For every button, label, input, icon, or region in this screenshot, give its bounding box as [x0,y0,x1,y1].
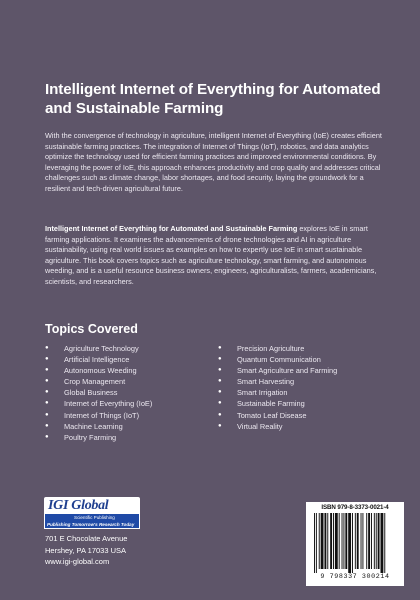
publisher-logo [44,497,140,529]
bullet-icon: ● [45,389,49,396]
description-body: explores IoE in smart farming applications. It examines the advancements of drone technologies and AI in agriculture sustainability, using real world issues as examples on how to expertly use IoE in smart sustainable agriculture. This book covers topics such as agriculture technology, smart farming, and autonomous weeding, and is a useful resource business owners, engineers, agriculturalists, farmers, academicians, scientists, and researchers. [45,224,377,286]
bullet-icon: ● [218,367,222,374]
list-item: ● Precision Agriculture [218,344,305,353]
list-item: ● Sustainable Farming [218,399,305,409]
isbn-barcode-panel [306,502,404,586]
bullet-icon: ● [218,378,222,385]
list-item: ● Global Business [45,388,118,398]
list-item: ● Agriculture Technology [45,344,139,353]
topics-list-left [45,343,152,443]
list-item: ● Internet of Things (IoT) [45,410,140,420]
bullet-icon: ● [218,422,222,429]
description-paragraph-2 [45,224,385,288]
list-item: ● Smart Agriculture and Farming [218,366,338,376]
bullet-icon: ● [45,433,49,440]
bullet-icon: ● [45,400,49,407]
publisher-website: www.igi-global.com [45,557,110,567]
bullet-icon: ● [218,400,222,407]
bullet-icon: ● [45,367,49,374]
description-paragraph-1: With the convergence of technology in agriculture, intelligent Internet of Everything (IoE) creates efficient sustainable farming practices. The integration of Internet of Things (IoT), robotics, and data analytics optimize the technology used for efficient farming practices and improved environmental conditions. By leveraging the power of IoE, this approach enhances productivity and crop quality and addresses critical challenges such as climate change, labor shortages, and food security, laying the groundwork for a resilient and tech-driven agricultural future. [45,131,382,193]
list-item: ● Virtual Reality [218,421,283,431]
bullet-icon: ● [218,345,222,351]
bullet-icon: ● [218,389,222,396]
publisher-address [45,533,127,568]
book-title: Intelligent Internet of Everything for Automated and Sustainable Farming [45,81,381,117]
topics-heading: Topics Covered [45,322,138,336]
list-item: ● Artificial Intelligence [45,355,130,365]
bullet-icon: ● [218,411,222,418]
list-item: ● Crop Management [45,377,126,387]
list-item: ● Autonomous Weeding [45,366,137,376]
logo-brand-name: IGI Global [48,498,109,513]
barcode-icon [314,513,396,573]
bullet-icon: ● [45,411,49,418]
list-item: ● Quantum Communication [218,355,321,365]
list-item: ● Tomato Leaf Disease [218,410,307,420]
list-item: ● Poultry Farming [45,432,117,442]
description-book-title: Intelligent Internet of Everything for Automated and Sustainable Farming [45,224,298,233]
list-item: ● Machine Learning [45,421,123,431]
bullet-icon: ● [45,356,49,363]
topics-list-right [218,343,337,432]
address-line-2: Hershey, PA 17033 USA [45,545,127,555]
logo-subtitle: Scientific Publishing [74,514,115,520]
list-item: ● Internet of Everything (IoE) [45,399,153,409]
address-line-1: 701 E Chocolate Avenue [45,534,128,543]
bullet-icon: ● [45,422,49,429]
bullet-icon: ● [45,345,49,351]
bullet-icon: ● [45,378,49,385]
barcode-digits: 9 798337 300214 [320,573,390,581]
list-item: ● Smart Harvesting [218,377,295,387]
logo-tagline: Publishing Tomorrow's Research Today [47,521,135,527]
isbn-label: ISBN 979-8-3373-0021-4 [321,504,389,511]
bullet-icon: ● [218,356,222,363]
list-item: ● Smart Irrigation [218,388,288,398]
